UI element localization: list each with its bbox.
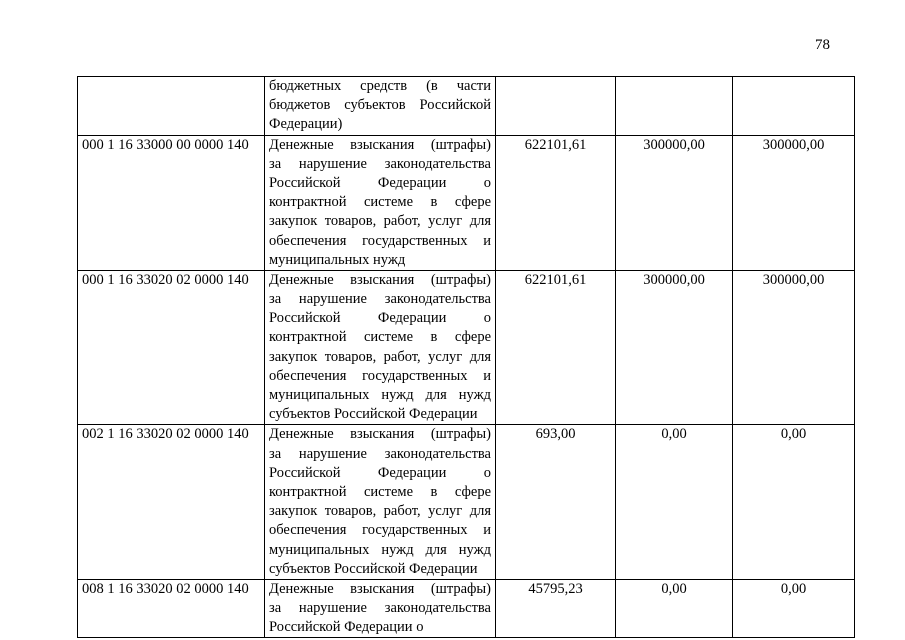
budget-code-cell: 000 1 16 33020 02 0000 140 [78, 270, 265, 425]
revenue-name-line: контрактной системе в сфере [269, 194, 491, 211]
amount-cell-1 [496, 77, 616, 136]
amount-cell-3: 0,00 [733, 425, 855, 580]
table-row [78, 135, 855, 270]
revenue-name-line: бюджетных средств (в части [269, 78, 491, 94]
revenue-name-line: за нарушение законодательства [269, 445, 491, 462]
amount-cell-2: 0,00 [616, 579, 733, 638]
revenue-name-line: обеспечения государственных и [269, 232, 491, 249]
amount-cell-2: 300000,00 [616, 270, 733, 425]
budget-code-cell: 008 1 16 33020 02 0000 140 [78, 579, 265, 638]
revenue-name-cell [265, 135, 496, 270]
revenue-name-cell [265, 270, 496, 425]
amount-cell-2: 300000,00 [616, 135, 733, 270]
revenue-name-line: муниципальных нужд [269, 251, 406, 268]
amount-cell-3: 300000,00 [733, 135, 855, 270]
budget-code-cell [78, 77, 265, 136]
revenue-name-line: контрактной системе в сфере [269, 483, 491, 500]
table-body [78, 77, 855, 638]
amount-cell-2: 0,00 [616, 425, 733, 580]
table-row [78, 270, 855, 425]
table-row [78, 579, 855, 638]
amount-cell-3 [733, 77, 855, 136]
amount-cell-3: 300000,00 [733, 270, 855, 425]
budget-revenue-table [77, 76, 855, 638]
revenue-name-line: Российской Федерации о [269, 310, 491, 327]
budget-code-cell: 002 1 16 33020 02 0000 140 [78, 425, 265, 580]
amount-cell-3: 0,00 [733, 579, 855, 638]
revenue-name-cell [265, 579, 496, 638]
revenue-name-line: Денежные взыскания (штрафы) [269, 271, 491, 288]
revenue-name-line: обеспечения государственных и [269, 367, 491, 384]
amount-cell-2 [616, 77, 733, 136]
revenue-name-line: Федерации) [269, 116, 343, 133]
revenue-name-cell [265, 77, 496, 136]
revenue-name-line: Российской Федерации о [269, 619, 424, 636]
revenue-name-line: за нарушение законодательства [269, 600, 491, 617]
amount-cell-1: 622101,61 [496, 135, 616, 270]
revenue-name-line: Денежные взыскания (штрафы) [269, 580, 491, 597]
revenue-name-line: Денежные взыскания (штрафы) [269, 426, 491, 443]
revenue-name-cell [265, 425, 496, 580]
table-row [78, 425, 855, 580]
revenue-name-line: муниципальных нужд для нужд [269, 387, 491, 403]
page-number: 78 [815, 37, 830, 53]
amount-cell-1: 45795,23 [496, 579, 616, 638]
revenue-name-line: муниципальных нужд для нужд [269, 541, 491, 558]
revenue-name-line: закупок товаров, работ, услуг для [269, 503, 491, 520]
revenue-name-line: Денежные взыскания (штрафы) [269, 136, 491, 153]
revenue-name-line: за нарушение законодательства [269, 155, 491, 172]
amount-cell-1: 693,00 [496, 425, 616, 580]
table-row [78, 77, 855, 136]
revenue-name-line: бюджетов субъектов Российской [269, 97, 491, 114]
revenue-name-line: за нарушение законодательства [269, 291, 491, 308]
revenue-name-line: закупок товаров, работ, услуг для [269, 348, 491, 365]
revenue-name-line: обеспечения государственных и [269, 522, 491, 539]
revenue-name-line: закупок товаров, работ, услуг для [269, 213, 491, 230]
budget-code-cell: 000 1 16 33000 00 0000 140 [78, 135, 265, 270]
revenue-name-line: субъектов Российской Федерации [269, 406, 478, 423]
revenue-name-line: субъектов Российской Федерации [269, 560, 478, 577]
revenue-name-line: Российской Федерации о [269, 464, 491, 481]
revenue-name-line: Российской Федерации о [269, 174, 491, 191]
revenue-name-line: контрактной системе в сфере [269, 329, 491, 346]
amount-cell-1: 622101,61 [496, 270, 616, 425]
